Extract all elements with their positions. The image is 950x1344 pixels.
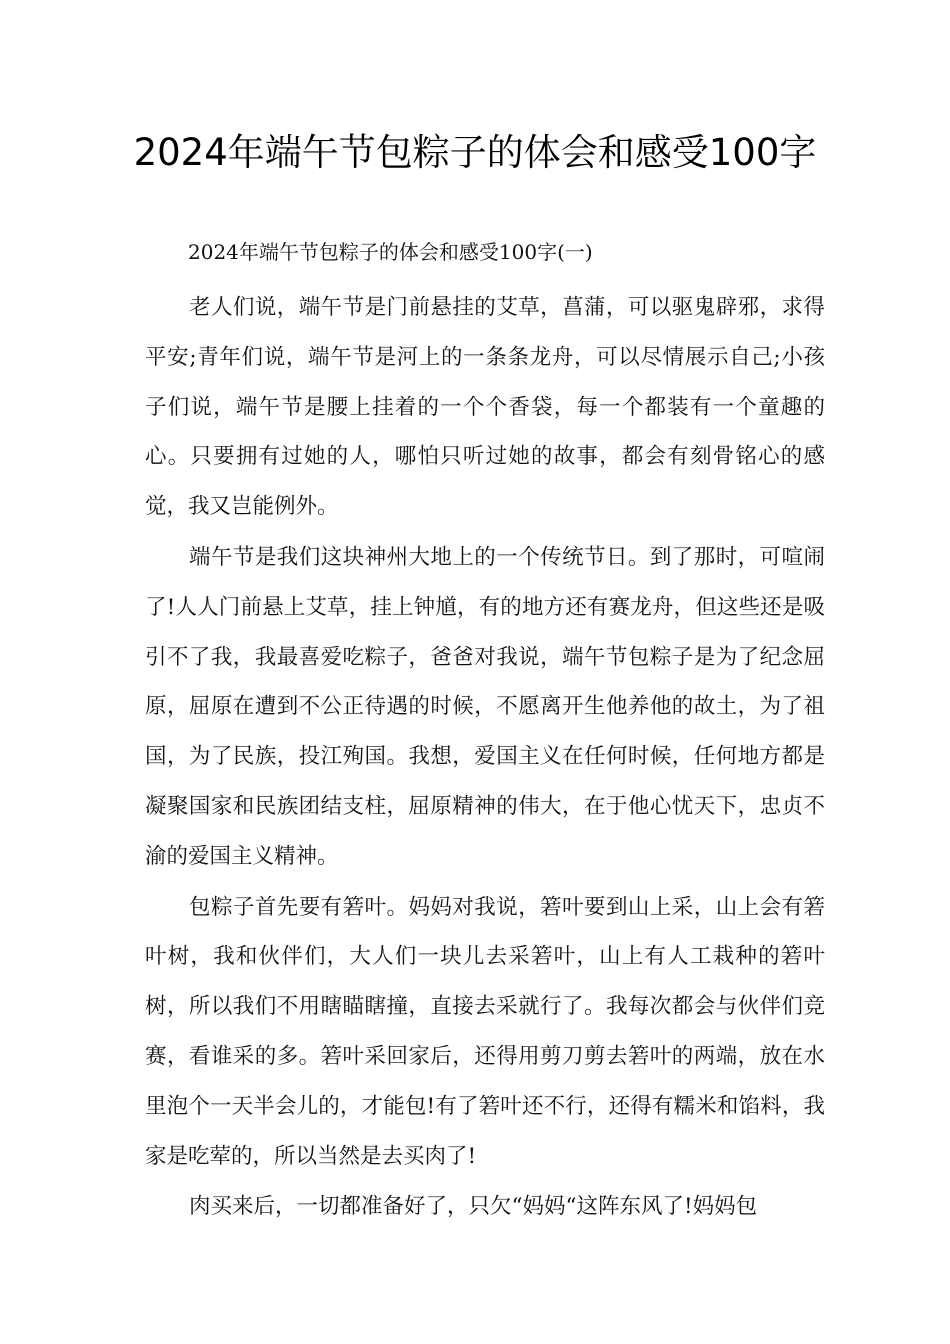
paragraph: 老人们说，端午节是门前悬挂的艾草，菖蒲，可以驱鬼辟邪，求得平安;青年们说，端午节是河上的一条条龙舟，可以尽情展示自己;小孩子们说，端午节是腰上挂着的一个个香袋，每一个都装有一个童趣的心。只要拥有过她的人，哪怕只听过她的故事，都会有刻骨铭心的感觉，我又岂能例外。	[145, 295, 825, 520]
paragraph: 肉买来后，一切都准备好了，只欠“妈妈“这阵东风了!妈妈包	[189, 1194, 758, 1220]
section-subtitle: 2024年端午节包粽子的体会和感受100字(一)	[188, 240, 593, 264]
document-title: 2024年端午节包粽子的体会和感受100字	[133, 131, 817, 174]
body-text	[145, 283, 825, 1233]
paragraph: 包粽子首先要有箬叶。妈妈对我说，箬叶要到山上采，山上会有箬叶树，我和伙伴们，大人们一块儿去采箬叶，山上有人工栽种的箬叶树，所以我们不用瞎瞄瞎撞，直接去采就行了。我每次都会与伙伴们竞赛，看谁采的多。箬叶采回家后，还得用剪刀剪去箬叶的两端，放在水里泡个一天半会儿的，才能包!有了箬叶还不行，还得有糯米和馅料，我家是吃荤的，所以当然是去买肉了!	[145, 894, 825, 1169]
paragraph: 端午节是我们这块神州大地上的一个传统节日。到了那时，可喧闹了!人人门前悬上艾草，挂上钟馗，有的地方还有赛龙舟，但这些还是吸引不了我，我最喜爱吃粽子，爸爸对我说，端午节包粽子是为了纪念屈原，屈原在遭到不公正待遇的时候，不愿离开生他养他的故土，为了祖国，为了民族，投江殉国。我想，爱国主义在任何时候，任何地方都是凝聚国家和民族团结支柱，屈原精神的伟大，在于他心忧天下，忠贞不渝的爱国主义精神。	[145, 544, 825, 869]
